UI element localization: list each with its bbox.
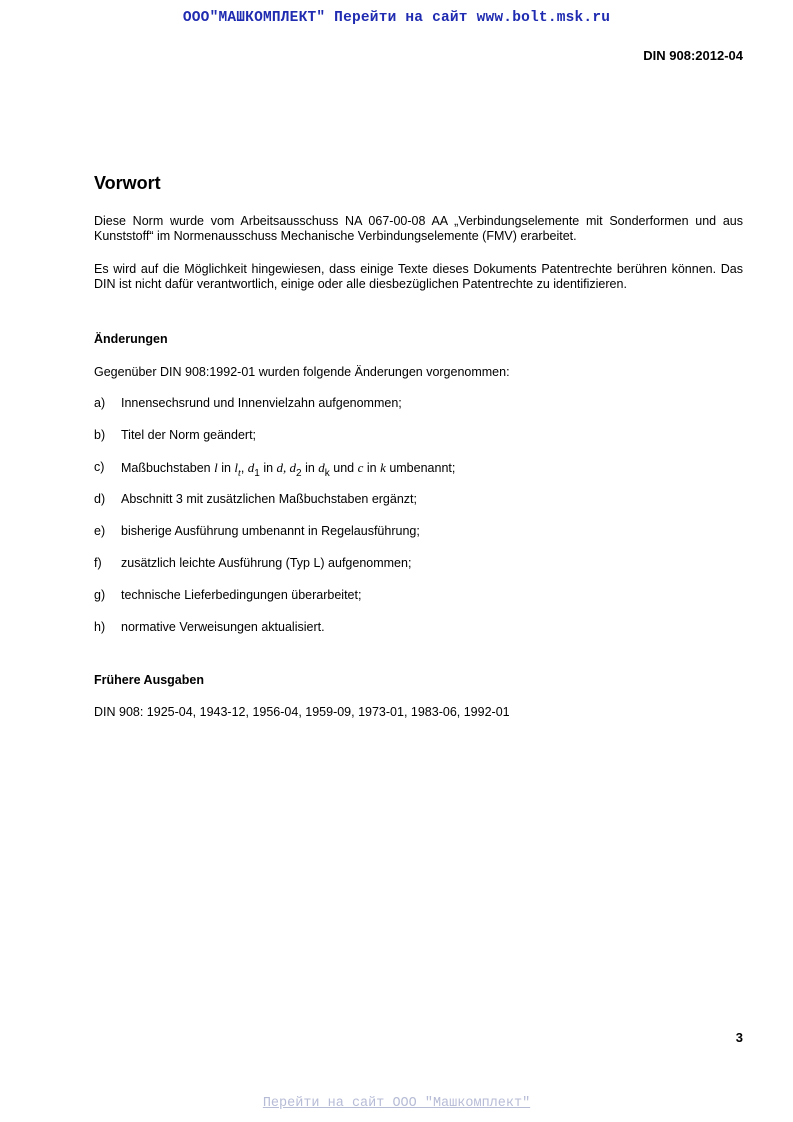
symbol-d2: d [289,460,297,475]
earlier-editions-text: DIN 908: 1925-04, 1943-12, 1956-04, 1959-09, 1973-01, 1983-06, 1992-01 [94,705,510,719]
earlier-editions-heading: Frühere Ausgaben [94,673,204,687]
vorwort-paragraph-1: Diese Norm wurde vom Arbeitsausschuss NA 067-00-08 AA „Verbindungselemente mit Sonderformen und aus Kunststoff“ im Normenausschuss Mechanische Verbindungselemente (FMV) erarbeitet. [94,214,743,243]
list-item-label: d) [94,492,106,506]
list-item-text: bisherige Ausführung umbenannt in Regelausführung; [121,524,420,538]
text-fragment: in [217,461,235,475]
symbol-d1-subscript: 1 [254,468,260,479]
list-item [94,620,743,652]
text-fragment: , [240,461,248,475]
text-fragment: Maßbuchstaben [121,461,215,475]
symbol-lt: l [234,460,239,475]
list-item-text: technische Lieferbedingungen überarbeitet; [121,588,362,602]
symbol-d2-subscript: 2 [296,468,302,479]
list-item-label: e) [94,524,106,538]
symbol-k: k [380,460,386,475]
list-item-text: Abschnitt 3 mit zusätzlichen Maßbuchstaben ergänzt; [121,492,417,506]
symbol-c: c [357,460,364,475]
text-fragment: in [259,461,277,475]
list-item [94,556,743,588]
list-item [94,588,743,620]
list-item [94,524,743,556]
top-banner-link[interactable]: ООО"МАШКОМПЛЕКТ" Перейти на сайт www.bolt.msk.ru [182,10,611,26]
list-item [94,428,743,460]
symbol-d1: d [247,460,255,475]
list-item-text [121,460,455,481]
list-item-label: a) [94,396,106,410]
page-title: Vorwort [94,173,161,193]
list-item-label: g) [94,588,106,602]
symbol-l: l [214,460,218,475]
text-fragment: in [301,461,319,475]
symbol-dk: d [318,460,325,475]
symbol-dk-subscript: k [324,468,330,479]
list-item-text: Innensechsrund und Innenvielzahn aufgenommen; [121,396,402,410]
list-item-label: h) [94,620,106,634]
list-item [94,396,743,428]
changes-heading: Änderungen [94,332,168,346]
list-item-label: f) [94,556,102,570]
list-item-text: zusätzlich leichte Ausführung (Typ L) aufgenommen; [121,556,412,570]
list-item-label: b) [94,428,106,442]
page-number: 3 [735,1030,743,1045]
footer-site-link[interactable]: Перейти на сайт ООО "Машкомплект" [262,1096,531,1111]
text-fragment: umbenannt; [385,461,456,475]
list-item-text: Titel der Norm geändert; [121,428,257,442]
text-fragment: und [329,461,358,475]
text-fragment: in [363,461,381,475]
document-id: DIN 908:2012-04 [643,48,743,63]
list-item-text: normative Verweisungen aktualisiert. [121,620,325,634]
list-item-label: c) [94,460,105,474]
changes-intro: Gegenüber DIN 908:1992-01 wurden folgende Änderungen vorgenommen: [94,365,510,379]
list-item [94,460,743,492]
text-fragment: , [283,460,290,475]
symbol-lt-subscript: t [238,468,241,479]
list-item [94,492,743,524]
changes-list [94,396,743,652]
vorwort-paragraph-2: Es wird auf die Möglichkeit hingewiesen, dass einige Texte dieses Dokuments Patentrechte berühren können. Das DIN ist nicht dafür verantwortlich, einige oder alle diesbezüglichen Patentrechte zu identifizieren. [94,262,743,291]
symbol-d: d [276,460,284,475]
